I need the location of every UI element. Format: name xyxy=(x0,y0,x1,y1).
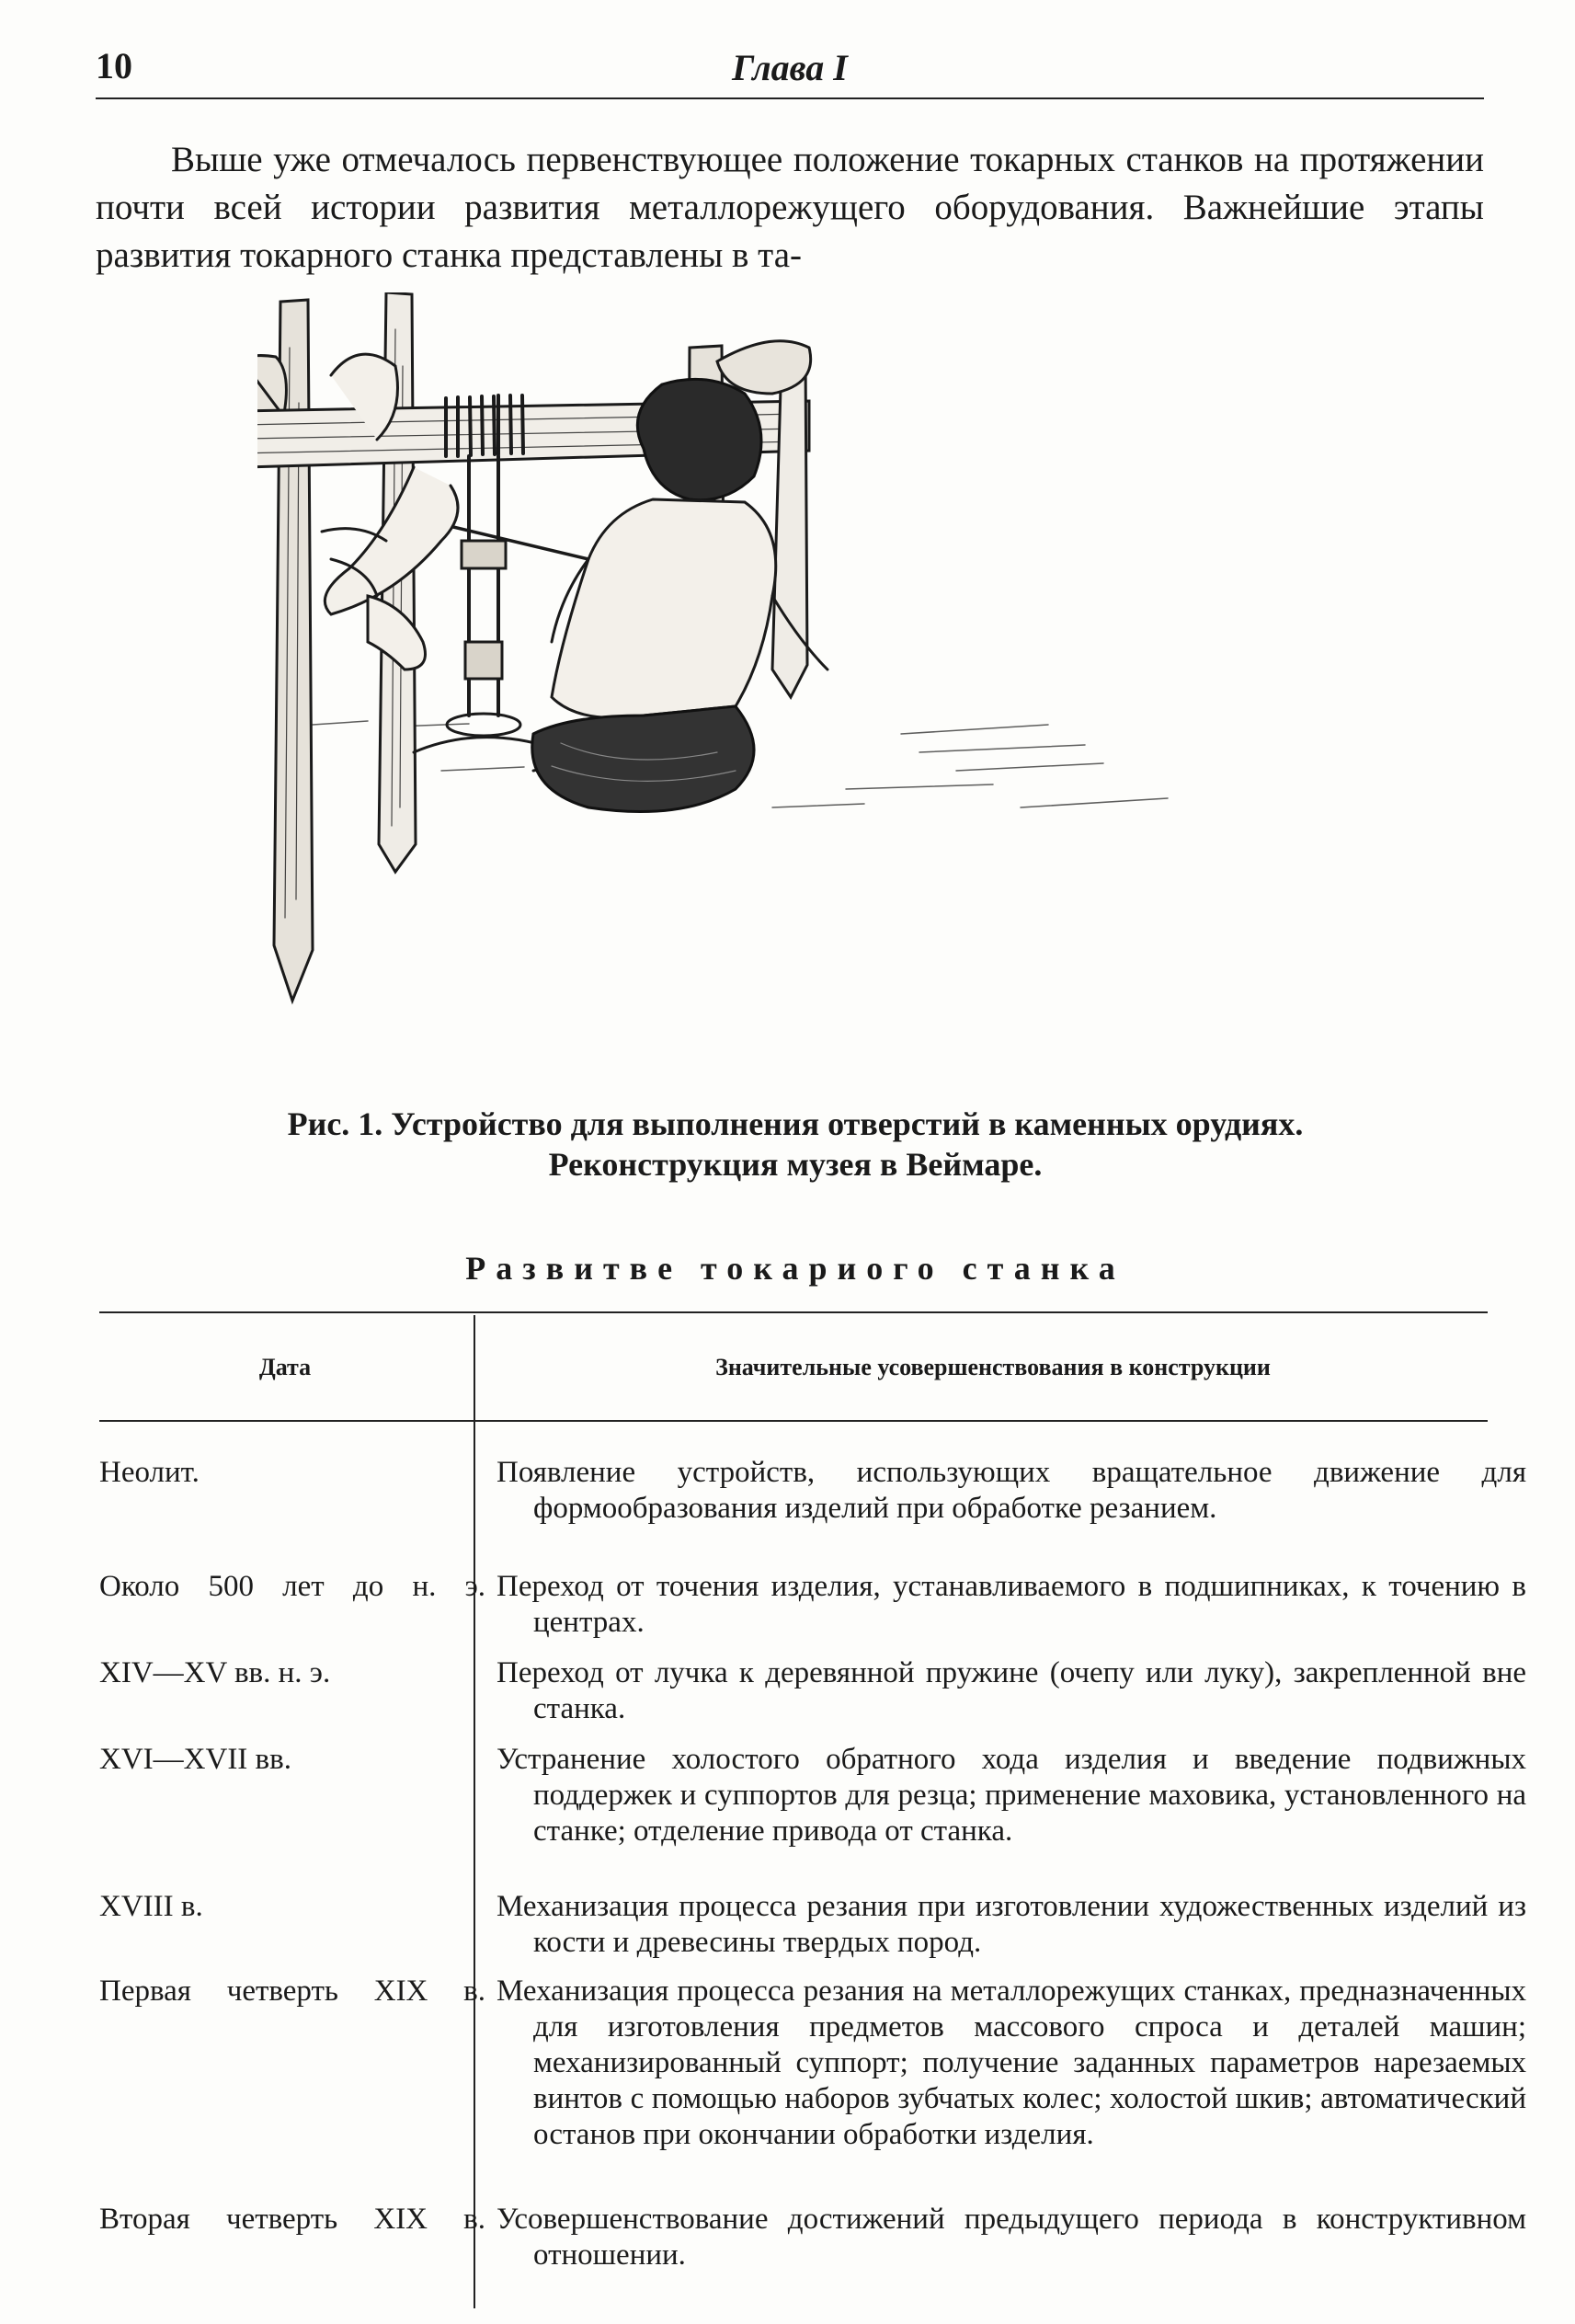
row-text: Усовершенствование достижений предыдущего периода в конструктивном отношении. xyxy=(496,2203,1526,2272)
drilling-device-drawing xyxy=(257,292,1269,1102)
table-title: Развитве токариого станка xyxy=(465,1250,1125,1287)
figure-illustration xyxy=(257,292,1269,1102)
row-date: Около 500 лет до н. э. xyxy=(99,1570,485,1603)
row-text: Устранение холостого обратного хода изделия и введение подвижных поддержек и суппортов для резца; применение маховика, установленного на станке; отделение привода от станка. xyxy=(496,1743,1526,1848)
intro-text: Выше уже отмечалось первенствующее положение токарных станков на протяжении почти всей истории развития металлорежущего оборудования. Важнейшие этапы развития токарного станка представлены в та- xyxy=(96,140,1484,275)
row-text: Механизация процесса резания на металлорежущих станках, предназначенных для изготовления предметов массового спроса и деталей машин; механизированный суппорт; получение заданных параметров нарезаемых винтов с помощью наборов зубчатых колес; холостой шкив; автоматический останов при окончании обработки изделия. xyxy=(496,1975,1526,2151)
header-rule xyxy=(96,97,1484,99)
row-date: XIV—XV вв. н. э. xyxy=(99,1656,331,1689)
figure-caption: Рис. 1. Устройство для выполнения отверстий в каменных орудиях. Реконструкция музея в Веймаре. xyxy=(287,1105,1304,1183)
intro-paragraph xyxy=(96,136,1484,280)
row-text: Переход от лучка к деревянной пружине (очепу или луку), закрепленной вне станка. xyxy=(496,1656,1526,1725)
table-header-rule xyxy=(99,1420,1488,1422)
row-date: Вторая четверть XIX в. xyxy=(99,2203,485,2236)
page-header xyxy=(96,44,1484,96)
row-text: Механизация процесса резания при изготовлении художественных изделий из кости и древесины твердых пород. xyxy=(496,1890,1526,1959)
row-text: Появление устройств, использующих вращательное движение для формообразования изделий при обработке резанием. xyxy=(496,1456,1526,1525)
row-text: Переход от точения изделия, устанавливаемого в подшипниках, к точению в центрах. xyxy=(496,1570,1526,1639)
row-date: Неолит. xyxy=(99,1456,200,1489)
row-date: Первая четверть XIX в. xyxy=(99,1975,485,2008)
row-date: XVI—XVII вв. xyxy=(99,1743,291,1776)
table-top-rule xyxy=(99,1311,1488,1313)
row-date: XVIII в. xyxy=(99,1890,203,1923)
header-date: Дата xyxy=(258,1354,312,1380)
page-number: 10 xyxy=(96,45,132,86)
header-improvements: Значительные усовершенствования в конструкции xyxy=(715,1354,1271,1380)
chapter-title: Глава I xyxy=(732,47,848,88)
